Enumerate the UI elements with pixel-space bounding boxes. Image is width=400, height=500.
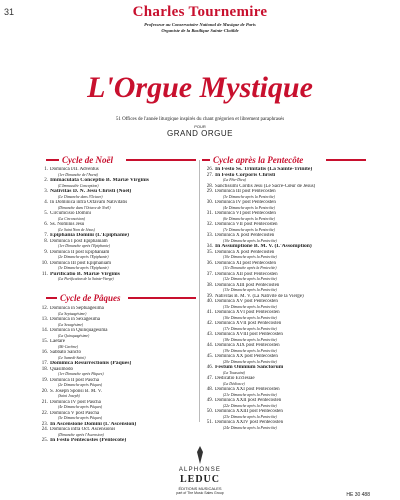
entry-title: Sanctissimi Cordis Jesu (Le Sacré-Cœur de Jésus) <box>215 183 316 189</box>
section-heading-paques: Cycle de Pâques <box>60 293 121 303</box>
entry-number: 39. <box>206 293 213 299</box>
entry-number: 48. <box>206 387 213 392</box>
section-rule <box>326 159 366 161</box>
entry-number: 6. <box>44 222 48 227</box>
entry-title: Dominica XX post Pentecosten <box>215 354 278 359</box>
entry-note: (20e Dimanche après la Pentecôte) <box>223 359 277 364</box>
entry-number: 44. <box>206 343 213 348</box>
entry-number: 22. <box>41 410 48 416</box>
entry-title: Dominica V post Pascha <box>50 410 100 416</box>
entry-number: 50. <box>206 409 213 414</box>
entry-number: 43. <box>206 332 213 337</box>
entry-title: Dominica I post Epiphaniam <box>50 238 108 244</box>
entry-number: 37. <box>206 271 213 277</box>
instrument-label: GRAND ORGUE <box>167 129 233 138</box>
entry-title: Dominica XII post Pentecosten <box>215 271 278 277</box>
column-divider <box>199 160 200 422</box>
entry-title: Festum Omnium Sanctorum <box>215 365 284 370</box>
entry-number: 41. <box>206 310 213 315</box>
entry-title: In Assumptione B. M. V. (L'Assomption) <box>215 244 312 249</box>
entry-note: (Le Dimanche dans l'Octave) <box>58 194 103 199</box>
entry-title: Sabbato Sancto <box>50 350 81 355</box>
publisher-first-name: ALPHONSE <box>178 467 222 473</box>
section-rule <box>126 159 196 161</box>
entry-title: Dominica XVII post Pentecosten <box>215 321 282 326</box>
entry-note: (Mi-Carême) <box>58 344 79 349</box>
entry-note: (12e Dimanche après la Pentecôte) <box>223 277 277 281</box>
entry-note: (La Purification de la Sainte-Vierge) <box>58 277 114 281</box>
entry-note: (23e Dimanche après la Pentecôte) <box>223 414 277 419</box>
entry-note: (17e Dimanche après la Pentecôte) <box>223 326 277 331</box>
entry-title: Dominica XXIV post Pentecosten <box>215 420 284 425</box>
entry-number: 21. <box>41 399 48 405</box>
entry-number: 14. <box>41 328 48 333</box>
entry-note: (10e Dimanche après la Pentecôte) <box>223 238 277 243</box>
page-number: 31 <box>4 7 15 17</box>
entry-number: 5. <box>44 211 48 216</box>
entry-title: In Festo Ss. Trinitatis (La Sainte-Trinité) <box>215 167 313 172</box>
entry-number: 34. <box>206 244 213 249</box>
entry-number: 8. <box>44 238 48 244</box>
entry-note: (1er Dimanche de l'Avent) <box>58 172 98 177</box>
entry-number: 38. <box>206 282 213 288</box>
entry-note: (Dimanche dans l'Octave de Noël) <box>58 205 111 210</box>
section-rule <box>46 159 59 161</box>
entry-title: Ss. Nominis Jesu <box>50 222 85 227</box>
entry-number: 35. <box>206 249 213 255</box>
composer-name: Charles Tournemire <box>132 4 268 20</box>
entry-number: 18. <box>41 366 48 372</box>
entry-number: 40. <box>206 299 213 304</box>
publisher-subtitle: ÉDITIONS MUSICALES <box>178 486 222 491</box>
entry-number: 10. <box>41 260 48 266</box>
entry-note: (15e Dimanche après la Pentecôte) <box>223 304 277 309</box>
entry-title: Immaculata Conceptio B. Mariæ Virginis <box>50 178 149 183</box>
entry-note: (La Toussaint) <box>223 370 245 375</box>
entry-title: Dominica XV post Pentecosten <box>215 299 278 304</box>
publisher-logo-icon <box>196 446 204 464</box>
entry-title: Dominica VII post Pentecosten <box>215 222 278 227</box>
entry-title: Dominica IV post Pascha <box>50 399 101 405</box>
entry-number: 16. <box>41 350 48 355</box>
section-heading-pentecote: Cycle après la Pentecôte <box>213 155 304 165</box>
entry-note: (La Fête-Dieu) <box>223 178 246 182</box>
entry-note: (La Dédicace) <box>223 381 245 386</box>
entry-note: (La Circoncision) <box>58 216 85 221</box>
entry-note: (Le Saint Nom de Jésus) <box>58 227 95 232</box>
entry-title: Dominica XVI post Pentecosten <box>215 310 280 315</box>
entry-title: Laetare <box>50 339 65 344</box>
entry-title: Nativitas D. N. Jesu Christi (Noël) <box>50 189 132 194</box>
entry-title: Epiphania Domini (L'Epiphanie) <box>50 233 129 238</box>
entry-number: 24. <box>41 427 48 432</box>
entry-number: 47. <box>206 376 213 381</box>
entry-note: (La Septuagésime) <box>58 311 87 316</box>
section-rule <box>202 159 210 161</box>
entry-note: (1er Dimanche après l'Epiphanie) <box>58 244 110 248</box>
entry-title: Dominica XVIII post Pentecosten <box>215 332 283 337</box>
entry-number: 3. <box>44 189 48 194</box>
entry-number: 15. <box>41 339 48 344</box>
entry-title: In Festo Pentecostes (Pentecôte) <box>50 438 127 443</box>
entry-number: 31. <box>206 211 213 216</box>
entry-note: (La Sexagésime) <box>58 322 84 327</box>
entry-note: (11e Dimanche après la Pentecôte) <box>223 266 277 270</box>
entry-number: 12. <box>41 306 48 311</box>
entry-title: Dominica II post Epiphaniam <box>50 249 110 255</box>
entry-note: (7e Dimanche après la Pentecôte) <box>223 227 275 232</box>
entry-number: 19. <box>41 377 48 383</box>
entry-title: Dominica Resurrectionis (Pâques) <box>50 361 132 366</box>
entry-number: 36. <box>206 260 213 266</box>
entry-note: (L'Immaculée Conception) <box>58 183 99 188</box>
entry-number: 26. <box>206 167 213 172</box>
entry-title: In Festo Corporis Christi <box>215 172 276 178</box>
pour-label: POUR <box>194 124 206 129</box>
entry-number: 33. <box>206 233 213 238</box>
entry-number: 32. <box>206 222 213 227</box>
entry-number: 7. <box>44 233 48 238</box>
entry-note: (La Quinquagésime) <box>58 333 90 338</box>
entry-title: Dominica XIII post Pentecosten <box>215 282 280 288</box>
entry-number: 45. <box>206 354 213 359</box>
entry-number: 13. <box>41 317 48 322</box>
entry-title: In Dominica infra Octavam Nativitatis <box>50 200 128 205</box>
entry-note: (10e Dimanche après la Pentecôte) <box>223 255 277 259</box>
composer-subtitle-1: Professeur au Conservatoire National de Musique de Paris <box>144 22 256 27</box>
entry-note: (18e Dimanche après la Pentecôte) <box>223 337 277 342</box>
entry-title: Dominica I/II. Adventus <box>50 167 99 172</box>
entry-title: Circumcisio Domini <box>50 211 91 216</box>
entry-title: Quasimodo <box>50 366 74 372</box>
entry-title: Dominica X post Pentecosten <box>215 249 275 255</box>
entry-title: Dominica X post Pentecosten <box>215 233 275 238</box>
entry-title: Dominica XIX post Pentecosten <box>215 343 280 348</box>
entry-number: 20. <box>41 388 48 394</box>
entry-number: 29. <box>206 189 213 194</box>
entry-note: (1er Dimanche après Pâques) <box>58 372 104 376</box>
entry-title: In Ascensione Domini (L'Ascension) <box>50 421 137 427</box>
entry-number: 27. <box>206 172 213 178</box>
section-rule <box>128 297 196 299</box>
entry-title: Dominica XI post Pentecosten <box>215 260 276 266</box>
entry-title: Nativitas B. M. V. (La Nativité de la Vierge) <box>215 293 304 299</box>
entry-number: 9. <box>44 249 48 255</box>
entry-number: 51. <box>206 420 213 425</box>
entry-note: (Le Samedi-Saint) <box>58 355 86 360</box>
publisher-address: part of The Music Sales Group <box>176 491 224 495</box>
entry-title: Dominica XXIII post Pentecosten <box>215 409 283 414</box>
list-noel <box>36 167 198 283</box>
entry-note: (3e Dimanche après l'Epiphanie) <box>58 266 109 270</box>
entry-note: (22e Dimanche après la Pentecôte) <box>223 403 277 408</box>
list-item <box>36 438 198 444</box>
entry-title: Dedicatio Ecclesiae <box>215 376 255 381</box>
entry-title: Dominica in Septuagesima <box>50 306 104 311</box>
entry-note: (3e Dimanche après la Pentecôte) <box>223 194 275 199</box>
entry-title: Dominica in Sexagesima <box>50 317 100 322</box>
entry-number: 42. <box>206 321 213 326</box>
section-heading-noel: Cycle de Noël <box>62 155 113 165</box>
entry-note: (16e Dimanche après la Pentecôte) <box>223 315 277 320</box>
entry-title: Purificatio B. Mariæ Virginis <box>50 271 120 277</box>
entry-note: (19e Dimanche après la Pentecôte) <box>223 348 277 353</box>
work-description: 51 Offices de l'année liturgique inspirés du chant grégorien et librement paraphrasés <box>115 117 285 122</box>
list-paques <box>36 306 198 444</box>
entry-title: Dominica III post Epiphaniam <box>50 260 111 266</box>
entry-number: 4. <box>44 200 48 205</box>
section-rule <box>46 297 57 299</box>
entry-title: Dominica XXII post Pentecosten <box>215 398 282 403</box>
entry-title: Dominica III post Pentecosten <box>215 189 276 194</box>
entry-title: Dominica VI post Pentecosten <box>215 211 276 216</box>
entry-note: (4e Dimanche après Pâques) <box>58 405 103 409</box>
entry-note: (2e Dimanche après l'Epiphanie) <box>58 255 109 259</box>
composer-subtitle-2: Organiste de la Basilique Sainte-Clotilde <box>161 28 239 33</box>
entry-note: (4e Dimanche après la Pentecôte) <box>223 205 275 210</box>
entry-note: (6e Dimanche après la Pentecôte) <box>223 216 275 221</box>
entry-note: (13e Dimanche après la Pentecôte) <box>223 288 277 292</box>
catalog-number: HE 30 488 <box>346 492 370 498</box>
entry-note: (24e Dimanche après la Pentecôte) <box>223 425 277 430</box>
work-title: L'Orgue Mystique <box>87 71 313 104</box>
entry-number: 49. <box>206 398 213 403</box>
entry-number: 23. <box>41 421 48 427</box>
entry-note: (2e Dimanche après Pâques) <box>58 383 103 387</box>
entry-number: 30. <box>206 200 213 205</box>
entry-number: 28. <box>206 183 213 189</box>
entry-title: Dominica in Quinquagesima <box>50 328 108 333</box>
entry-number: 2. <box>44 178 48 183</box>
publisher-brand: LEDUC <box>179 474 220 485</box>
entry-number: 46. <box>206 365 213 370</box>
entry-number: 17. <box>41 361 48 366</box>
entry-title: Dominica II post Pascha <box>50 377 100 383</box>
entry-note: (5e Dimanche après Pâques) <box>58 416 103 420</box>
entry-title: S. Joseph Sponsi B. M. V. <box>50 388 102 394</box>
entry-note: (Dimanche après l'Ascension) <box>58 432 104 437</box>
entry-number: 1. <box>44 167 48 172</box>
entry-note: (21e Dimanche après la Pentecôte) <box>223 392 277 397</box>
entry-number: 11. <box>41 271 48 277</box>
entry-number: 25. <box>41 438 48 443</box>
entry-title: Dominica XXI post Pentecosten <box>215 387 280 392</box>
list-pentecote <box>201 167 371 431</box>
entry-title: Dominica IV post Pentecosten <box>215 200 276 205</box>
entry-title: Dominica infra Oct. Ascensionis <box>50 427 116 432</box>
entry-note: (Saint Joseph) <box>58 394 80 398</box>
